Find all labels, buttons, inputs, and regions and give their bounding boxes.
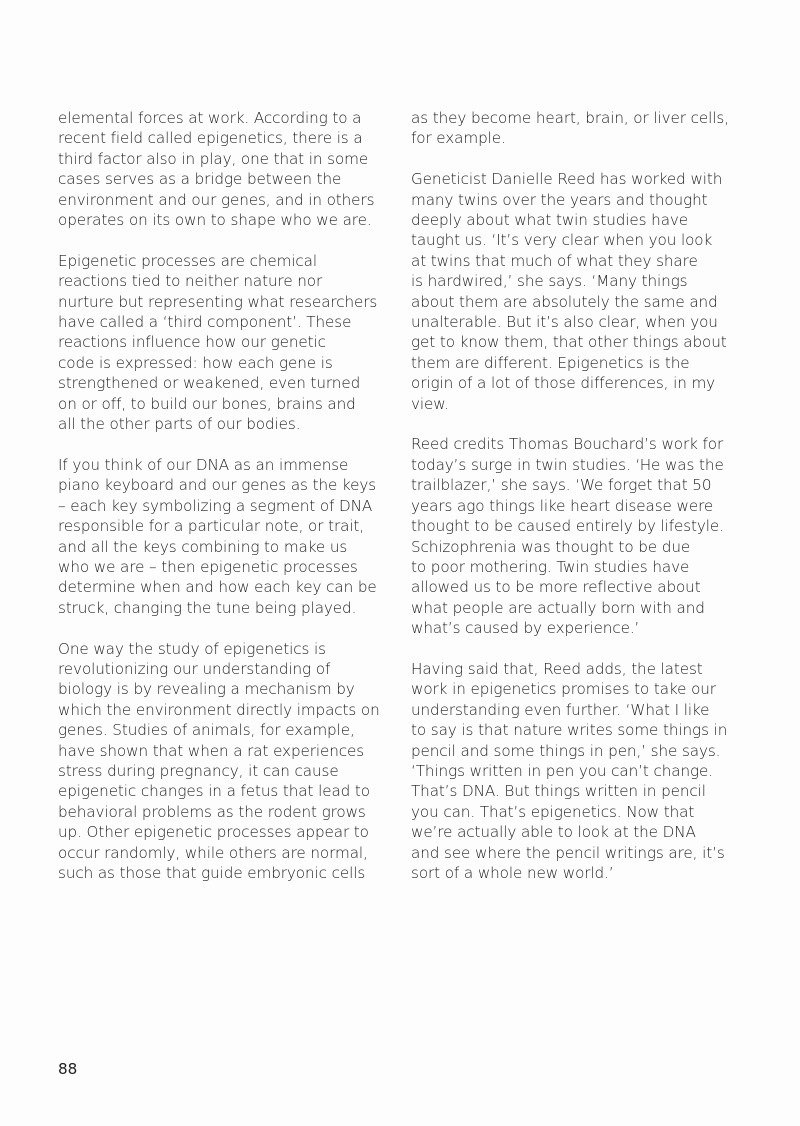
left-paragraph-1: elemental forces at work. According to a recent field called epigenetics, there is a third factor also in play, one that in some cases serves as a bridge between the environment and our genes, and in others operates on its own to shape who we are. (58, 109, 375, 230)
left-paragraph-2: Epigenetic processes are chemical reactions tied to neither nature nor nurture but representing what researchers have called a ‘third component’. These reactions influence how our genetic code is expressed: how each gene is strengthened or weakened, even turned on or off, to build our bones, brains and all the other parts of our bodies. (58, 251, 378, 434)
left-paragraph-3: If you think of our DNA as an immense piano keyboard and our genes as the keys – each key symbolizing a segment of DNA responsible for a particular note, or trait, and all the keys combining to make us who we are – then epigenetic processes determine when and how each key can be struck, changing the tune being played. (58, 455, 377, 617)
left-text-column (58, 108, 388, 904)
right-text-column (411, 108, 741, 904)
left-paragraph-4: One way the study of epigenetics is revolutionizing our understanding of biology is by revealing a mechanism by which the environment directly impacts on genes. Studies of animals, for example, have shown that when a rat experiences stress during pregnancy, it can cause epigenetic changes in a fetus that lead to behavioral problems as the rodent grows up. Other epigenetic processes appear to occur randomly, while others are normal, such as those that guide embryonic cells (58, 639, 380, 882)
page-number: 88 (58, 1060, 78, 1078)
right-paragraph-3: Reed credits Thomas Bouchard’s work for today’s surge in twin studies. ‘He was the trailblazer,’ she says. ‘We forget that 50 years ago things like heart disease were thought to be caused entirely by lifestyle. Schizophrenia was thought to be due to poor mothering. Twin studies have allowed us to be more reflective about what people are actually born with and what’s caused by experience.’ (411, 435, 724, 638)
right-paragraph-1: as they become heart, brain, or liver cells, for example. (411, 109, 729, 148)
right-paragraph-2: Geneticist Danielle Reed has worked with many twins over the years and thought deeply about what twin studies have taught us. ‘It’s very clear when you look at twins that much of what they share is hardwired,’ she says. ‘Many things about them are absolutely the same and unalterable. But it’s also clear, when you get to know them, that other things about them are different. Epigenetics is the origin of a lot of those differences, in my view. (411, 170, 727, 413)
right-paragraph-4: Having said that, Reed adds, the latest work in epigenetics promises to take our understanding even further. ‘What I like to say is that nature writes some things in pencil and some things in pen,’ she says. ‘Things written in pen you can’t change. That’s DNA. But things written in pencil you can. That’s epigenetics. Now that we’re actually able to look at the DNA and see where the pencil writings are, it’s sort of a whole new world.’ (411, 659, 728, 882)
